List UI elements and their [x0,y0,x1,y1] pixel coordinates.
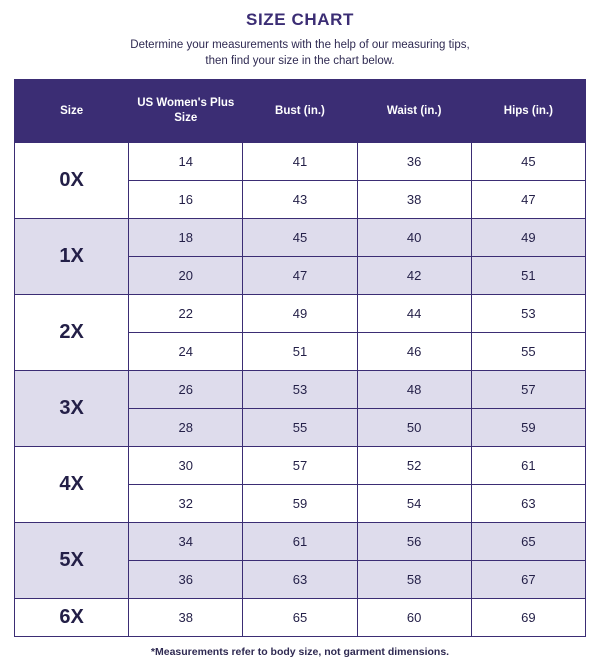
size-chart-table [14,79,586,637]
cell-us: 24 [129,333,243,371]
column-header-hips: Hips (in.) [471,80,585,143]
cell-us: 26 [129,371,243,409]
cell-waist: 50 [357,409,471,447]
cell-hips: 65 [471,523,585,561]
page-subtitle [14,37,586,69]
cell-bust: 63 [243,561,357,599]
cell-hips: 59 [471,409,585,447]
cell-waist: 40 [357,219,471,257]
cell-waist: 54 [357,485,471,523]
table-row [15,295,586,333]
table-row [15,599,586,637]
size-label-cell: 6X [15,599,129,637]
size-label-cell: 0X [15,143,129,219]
cell-hips: 47 [471,181,585,219]
cell-waist: 56 [357,523,471,561]
column-header-size: Size [15,80,129,143]
table-body [15,143,586,637]
cell-us: 16 [129,181,243,219]
cell-bust: 45 [243,219,357,257]
cell-us: 34 [129,523,243,561]
table-row [15,219,586,257]
size-label-cell: 5X [15,523,129,599]
cell-waist: 36 [357,143,471,181]
cell-us: 30 [129,447,243,485]
column-header-bust: Bust (in.) [243,80,357,143]
table-row [15,371,586,409]
subtitle-line-2: then find your size in the chart below. [205,55,395,67]
cell-bust: 43 [243,181,357,219]
cell-waist: 52 [357,447,471,485]
cell-hips: 53 [471,295,585,333]
cell-bust: 49 [243,295,357,333]
cell-bust: 55 [243,409,357,447]
size-label-cell: 2X [15,295,129,371]
size-label-cell: 3X [15,371,129,447]
cell-hips: 45 [471,143,585,181]
page-title: SIZE CHART [246,10,354,29]
cell-hips: 69 [471,599,585,637]
footnote: *Measurements refer to body size, not garment dimensions. [150,646,450,658]
cell-hips: 57 [471,371,585,409]
column-header-waist: Waist (in.) [357,80,471,143]
cell-hips: 61 [471,447,585,485]
cell-hips: 67 [471,561,585,599]
cell-bust: 41 [243,143,357,181]
cell-bust: 65 [243,599,357,637]
cell-hips: 51 [471,257,585,295]
cell-hips: 63 [471,485,585,523]
size-label-cell: 4X [15,447,129,523]
table-row [15,523,586,561]
cell-us: 20 [129,257,243,295]
cell-waist: 38 [357,181,471,219]
cell-us: 38 [129,599,243,637]
cell-bust: 53 [243,371,357,409]
cell-waist: 58 [357,561,471,599]
subtitle-line-1: Determine your measurements with the help of our measuring tips, [130,39,470,51]
cell-us: 32 [129,485,243,523]
cell-waist: 60 [357,599,471,637]
cell-waist: 48 [357,371,471,409]
table-header [15,80,586,143]
cell-waist: 44 [357,295,471,333]
cell-us: 36 [129,561,243,599]
cell-bust: 57 [243,447,357,485]
cell-hips: 49 [471,219,585,257]
cell-us: 28 [129,409,243,447]
cell-us: 14 [129,143,243,181]
column-header-us-plus-size: US Women's Plus Size [129,80,243,143]
table-header-row [15,80,586,143]
cell-hips: 55 [471,333,585,371]
table-row [15,143,586,181]
cell-us: 18 [129,219,243,257]
size-label-cell: 1X [15,219,129,295]
cell-waist: 46 [357,333,471,371]
cell-bust: 47 [243,257,357,295]
cell-bust: 59 [243,485,357,523]
cell-waist: 42 [357,257,471,295]
cell-bust: 61 [243,523,357,561]
table-row [15,447,586,485]
cell-us: 22 [129,295,243,333]
cell-bust: 51 [243,333,357,371]
